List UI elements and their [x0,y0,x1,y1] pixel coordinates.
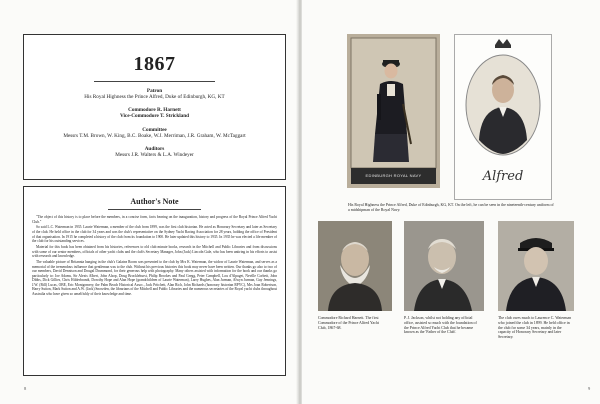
auditors-section [24,146,285,159]
committee-heading: Committee [142,127,167,133]
caption-jackson: P. J. Jackson, whilst not holding any official office, assisted so much with the foundation of the Prince Alfred Yacht Club that he became known as the 'Father of the Club'. [404,316,477,335]
page-number: 8 [24,386,27,391]
divider [108,209,201,210]
caption-harnett: Commodore Richard Harnett. The first Commodore of the Prince Alfred Yacht Club, 1867-68. [318,316,379,330]
note-paragraph: So said L.C. Waterman in 1935. Laurie Waterman, a member of the club from 1899, was the first club historian. He acted as Honorary Secretary and later as Secretary of the club. He held office in the club for 34 years and was the club's representative on the Sydney Yacht Racing Association for 28 years, holding the office of President of that organisation. In 1915 he completed a history of the club from its foundation to 1900. He later updated this history to 1935. In 1935 he was elected a life member of the club for his outstanding services. [32,225,277,244]
auditors-heading: Auditors [144,146,165,152]
waterman-photo [498,221,574,311]
card-label: EDINBURGH ROYAL NAVY [365,173,422,178]
vice-commodore-line: Vice-Commodore T. Strickland [119,113,190,120]
jackson-portrait-image [404,221,484,311]
right-page [302,0,600,404]
note-paragraph: Material for this book has been obtained from his histories, references to old club minute books, research in the Mitchell and Public Libraries and from discussions with some of our senior members, officials of other yacht clubs and the club's Secretary Manager, John (Jack) Lincoln Gale, who has been untiring in his efforts to assist with research and knowledge. [32,245,277,259]
prince-midshipman-photo [347,34,440,188]
prince-oval-portrait [454,34,552,200]
harnett-portrait-image [318,221,392,311]
note-body [32,215,277,298]
midshipman-portrait-image [347,34,440,188]
authors-note-box [23,186,286,376]
commodores-section [24,107,285,120]
waterman-portrait-image [498,221,574,311]
note-title: Author's Note [130,197,179,206]
page-number: 9 [588,386,591,391]
patron-heading: Patron [146,88,163,94]
year-heading: 1867 [133,53,176,75]
committee-names: Messrs T.M. Brown, W. King, B.C. Boake, W.J. Merriman, J.R. Graham, W. McTaggart [63,133,246,140]
left-page [0,0,298,404]
auditors-names: Messrs J.R. Walters & L.A. Windeyer [115,152,194,159]
harnett-photo [318,221,392,311]
officers-box [23,34,286,180]
jackson-photo [404,221,484,311]
caption-waterman: The club owes much to Laurence C. Waterman who joined the club in 1899. He held office in the club for some 34 years, mainly in the capacity of Honorary Secretary and later Secretary. [498,316,572,340]
caption-prince: His Royal Highness the Prince Alfred, Duke of Edinburgh, KG, KT. On the left, he can be seen in the nineteenth-century uniform of a midshipman of the Royal Navy. [348,203,554,212]
note-paragraph: "The object of this history is to place before the members, in a concise form, facts bearing on the inauguration, history and progress of the Royal Prince Alfred Yacht Club." [32,215,277,224]
commodore-line: Commodore R. Harnett [128,107,181,113]
note-paragraph: The valuable picture of Britannia hanging in the club's Galatea Room was presented to the club by Mrs K. Waterman, the widow of Laurie Waterman, and serves as a memorial of the tremendous influence that gentleman was to the club. Without his previous histories this book may never have been written. Our thanks go also to two of our members, David Dennison and Dougal Drummond, for their generous help with photography. Many others assisted with information for the book and our thanks go particularly to: Joe Adams, Sir Alexis Albert, John Alsop, Doug Brocklehurst, Philip Brookes and Paul Gregg, Peter Campbell, Lou d'Alpuget, Neville Corbett, John Dibbs, Dick Gillies, Chris Hilderbrandt, Dorothy Hope and Alan Hope (grandchildren of Laurie Waterman), Larry Hughes, Alan Jurman, Alwyn Jurman, Guy Jennings, J.W. (Bill) Lucas, OBE, Eric Montgomery, the Palm Beach Historical Assoc., Jack Pritchett, Alan Rich, John Richards (honorary historian RPYC), Mrs Joan Robertson, Harry Sutton, Mark Sutton and A.W. (Jack) Snowden, the librarians of the Mitchell and Public Libraries and the numerous secretaries of the Royal yacht clubs throughout Australia who have given so unselfishly of their knowledge and time. [32,260,277,296]
prince-signature: Alfred [482,169,524,184]
patron-name: His Royal Highness the Prince Alfred, Duke of Edinburgh, KG, KT [84,94,225,101]
committee-section [24,127,285,140]
patron-section [24,88,285,101]
divider [94,81,215,82]
